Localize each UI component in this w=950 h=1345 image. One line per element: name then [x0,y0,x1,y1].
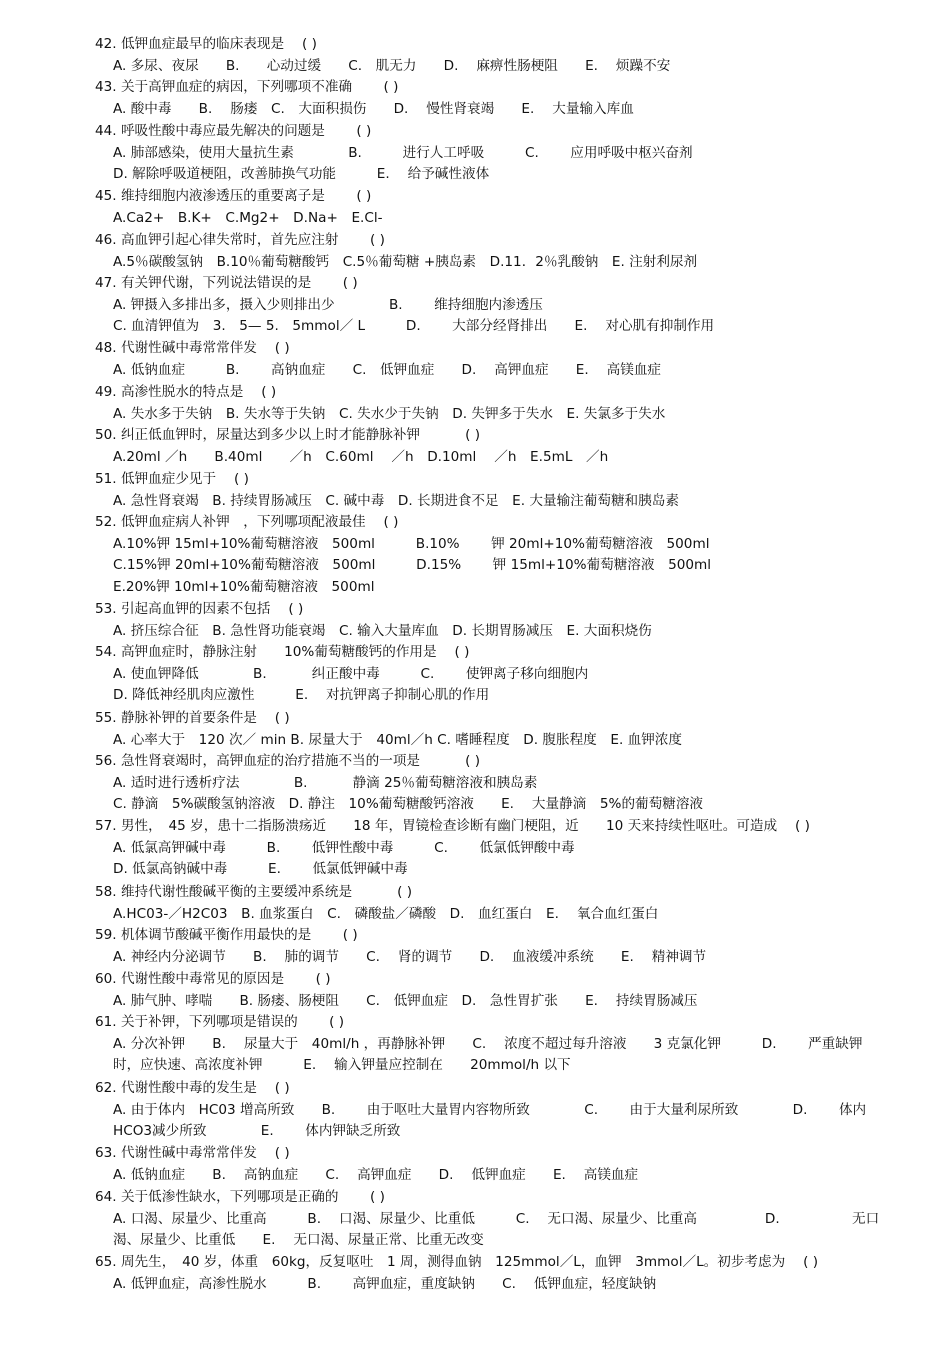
question-options-line: A. 低钠血症 B. 高钠血症 C. 低钾血症 D. 高钾血症 E. 高镁血症 [113,361,662,378]
question-options-line: A. 低氯高钾碱中毒 B. 低钾性酸中毒 C. 低氯低钾酸中毒 [113,839,575,856]
question-stem: 59. 机体调节酸碱平衡作用最快的是 ( ) [95,927,358,943]
question-options-line: A. 肺部感染，使用大量抗生素 B. 进行人工呼吸 C. 应用呼吸中枢兴奋剂 [113,144,693,161]
question-options-line: D. 解除呼吸道梗阻，改善肺换气功能 E. 给予碱性液体 [113,166,490,183]
question-options-line: A. 口渴、尿量少、比重高 B. 口渴、尿量少、比重低 C. 无口渴、尿量少、比重高 D. 无口渴、尿量少、比重低 E. 无口渴、尿量正常、比重无改变 [113,1210,880,1249]
question-stem: 52. 低钾血症病人补钾 ，下列哪项配液最佳 ( ) [95,514,399,530]
question-options-line: A. 心率大于 120 次／ min B. 尿量大于 40ml／h C. 嗜睡程度 D. 腹胀程度 E. 血钾浓度 [113,731,682,748]
question-stem: 64. 关于低渗性缺水，下列哪项是正确的 ( ) [95,1189,385,1205]
question-options-line: A.HC03-／H2C03 B. 血浆蛋白 C. 磷酸盐／磷酸 D. 血红蛋白 E. 氧合血红蛋白 [113,905,659,922]
question-64 [95,1187,885,1252]
question-stem: 47. 有关钾代谢，下列说法错误的是 ( ) [95,275,358,291]
question-stem: 44. 呼吸性酸中毒应最先解决的问题是 ( ) [95,123,372,139]
question-stem: 65. 周先生， 40 岁，体重 60kg，反复呕吐 1 周，测得血钠 125mmol／L，血钾 3mmol／L。初步考虑为 ( ) [95,1254,819,1270]
question-stem: 42. 低钾血症最早的临床表现是 ( ) [95,36,317,52]
question-options-line: A.Ca2+ B.K+ C.Mg2+ D.Na+ E.Cl- [113,209,383,226]
question-stem: 60. 代谢性酸中毒常见的原因是 ( ) [95,971,331,987]
question-57 [95,816,885,881]
question-52 [95,512,885,599]
question-options-line: A. 神经内分泌调节 B. 肺的调节 C. 肾的调节 D. 血液缓冲系统 E. 精神调节 [113,948,707,965]
question-60 [95,969,885,1012]
question-stem: 58. 维持代谢性酸碱平衡的主要缓冲系统是 ( ) [95,884,413,900]
question-options-line: D. 降低神经肌肉应激性 E. 对抗钾离子抑制心肌的作用 [113,687,490,704]
question-options-line: A. 多尿、夜尿 B. 心动过缓 C. 肌无力 D. 麻痹性肠梗阻 E. 烦躁不安 [113,57,671,74]
question-47 [95,273,885,338]
question-50 [95,425,885,468]
question-51 [95,469,885,512]
question-48 [95,338,885,381]
question-62 [95,1078,885,1143]
question-options-line: A. 适时进行透析疗法 B. 静滴 25％葡萄糖溶液和胰岛素 [113,774,538,791]
question-options-line: E.20%钾 10ml+10%葡萄糖溶液 500ml [113,579,375,596]
question-stem: 55. 静脉补钾的首要条件是 ( ) [95,710,290,726]
question-options-line: C. 血清钾值为 3. 5— 5. 5mmol／ L D. 大部分经肾排出 E. 对心肌有抑制作用 [113,318,715,335]
question-53 [95,599,885,642]
question-options-line: A. 肺气肿、哮喘 B. 肠瘘、肠梗阻 C. 低钾血症 D. 急性胃扩张 E. 持续胃肠减压 [113,992,698,1009]
question-56 [95,751,885,816]
question-options-line: A. 使血钾降低 B. 纠正酸中毒 C. 使钾离子移向细胞内 [113,665,589,682]
question-options-line: C.15%钾 20ml+10%葡萄糖溶液 500ml D.15% 钾 15ml+10%葡萄糖溶液 500ml [113,557,712,574]
question-stem: 61. 关于补钾，下列哪项是错误的 ( ) [95,1014,345,1030]
question-stem: 48. 代谢性碱中毒常常伴发 ( ) [95,340,290,356]
question-58 [95,882,885,925]
question-options-line: A. 挤压综合征 B. 急性肾功能衰竭 C. 输入大量库血 D. 长期胃肠减压 E. 大面积烧伤 [113,622,652,639]
question-options-line: D. 低氯高钠碱中毒 E. 低氯低钾碱中毒 [113,861,408,878]
question-options-line: C. 静滴 5%碳酸氢钠溶液 D. 静注 10%葡萄糖酸钙溶液 E. 大量静滴 5%的葡萄糖溶液 [113,796,704,813]
question-59 [95,925,885,968]
question-options-line: A. 低钠血症 B. 高钠血症 C. 高钾血症 D. 低钾血症 E. 高镁血症 [113,1166,639,1183]
question-stem: 56. 急性肾衰竭时，高钾血症的治疗措施不当的一项是 ( ) [95,753,481,769]
question-stem: 49. 高渗性脱水的特点是 ( ) [95,384,277,400]
question-61 [95,1012,885,1077]
question-options-line: A. 急性肾衰竭 B. 持续胃肠减压 C. 碱中毒 D. 长期进食不足 E. 大量输注葡萄糖和胰岛素 [113,492,679,509]
question-stem: 53. 引起高血钾的因素不包括 ( ) [95,601,304,617]
question-options-line: A. 分次补钾 B. 尿量大于 40ml/h ，再静脉补钾 C. 浓度不超过每升溶液 3 克氯化钾 D. 严重缺钾时，应快速、高浓度补钾 E. 输入钾量应控制在 20mmol/h 以下 [113,1035,863,1074]
question-stem: 51. 低钾血症少见于 ( ) [95,471,249,487]
question-stem: 63. 代谢性碱中毒常常伴发 ( ) [95,1145,290,1161]
question-45 [95,186,885,229]
question-options-line: A.10%钾 15ml+10%葡萄糖溶液 500ml B.10% 钾 20ml+10%葡萄糖溶液 500ml [113,535,710,552]
question-55 [95,708,885,751]
question-options-line: A.5％碳酸氢钠 B.10％葡萄糖酸钙 C.5％葡萄糖 +胰岛素 D.11．2％乳酸钠 E. 注射利尿剂 [113,253,698,270]
question-stem: 62. 代谢性酸中毒的发生是 ( ) [95,1080,290,1096]
question-options-line: A. 酸中毒 B. 肠瘘 C. 大面积损伤 D. 慢性肾衰竭 E. 大量输入库血 [113,100,634,117]
question-stem: 57. 男性， 45 岁，患十二指肠溃疡近 18 年，胃镜检查诊断有幽门梗阻，近 10 天来持续性呕吐。可造成 ( ) [95,818,810,834]
question-46 [95,230,885,273]
question-42 [95,34,885,77]
question-options-line: A. 失水多于失钠 B. 失水等于失钠 C. 失水少于失钠 D. 失钾多于失水 E. 失氯多于失水 [113,405,666,422]
question-65 [95,1252,885,1295]
question-options-line: A. 低钾血症，高渗性脱水 B. 高钾血症，重度缺钠 C. 低钾血症，轻度缺钠 [113,1275,657,1292]
question-stem: 50. 纠正低血钾时，尿量达到多少以上时才能静脉补钾 ( ) [95,427,481,443]
question-options-line: A. 钾摄入多排出多，摄入少则排出少 B. 维持细胞内渗透压 [113,296,543,313]
question-stem: 46. 高血钾引起心律失常时，首先应注射 ( ) [95,232,385,248]
question-49 [95,382,885,425]
question-stem: 43. 关于高钾血症的病因，下列哪项不准确 ( ) [95,79,399,95]
question-44 [95,121,885,186]
question-stem: 45. 维持细胞内液渗透压的重要离子是 ( ) [95,188,372,204]
question-43 [95,77,885,120]
question-options-line: A. 由于体内 HC03 增高所致 B. 由于呕吐大量胃内容物所致 C. 由于大量利尿所致 D. 体内 HCO3减少所致 E. 体内钾缺乏所致 [113,1101,871,1140]
question-stem: 54. 高钾血症时，静脉注射 10%葡萄糖酸钙的作用是 ( ) [95,644,470,660]
question-63 [95,1143,885,1186]
question-options-line: A.20ml ／h B.40ml ／h C.60ml ／h D.10ml ／h E.5mL ／h [113,448,609,465]
question-54 [95,642,885,707]
